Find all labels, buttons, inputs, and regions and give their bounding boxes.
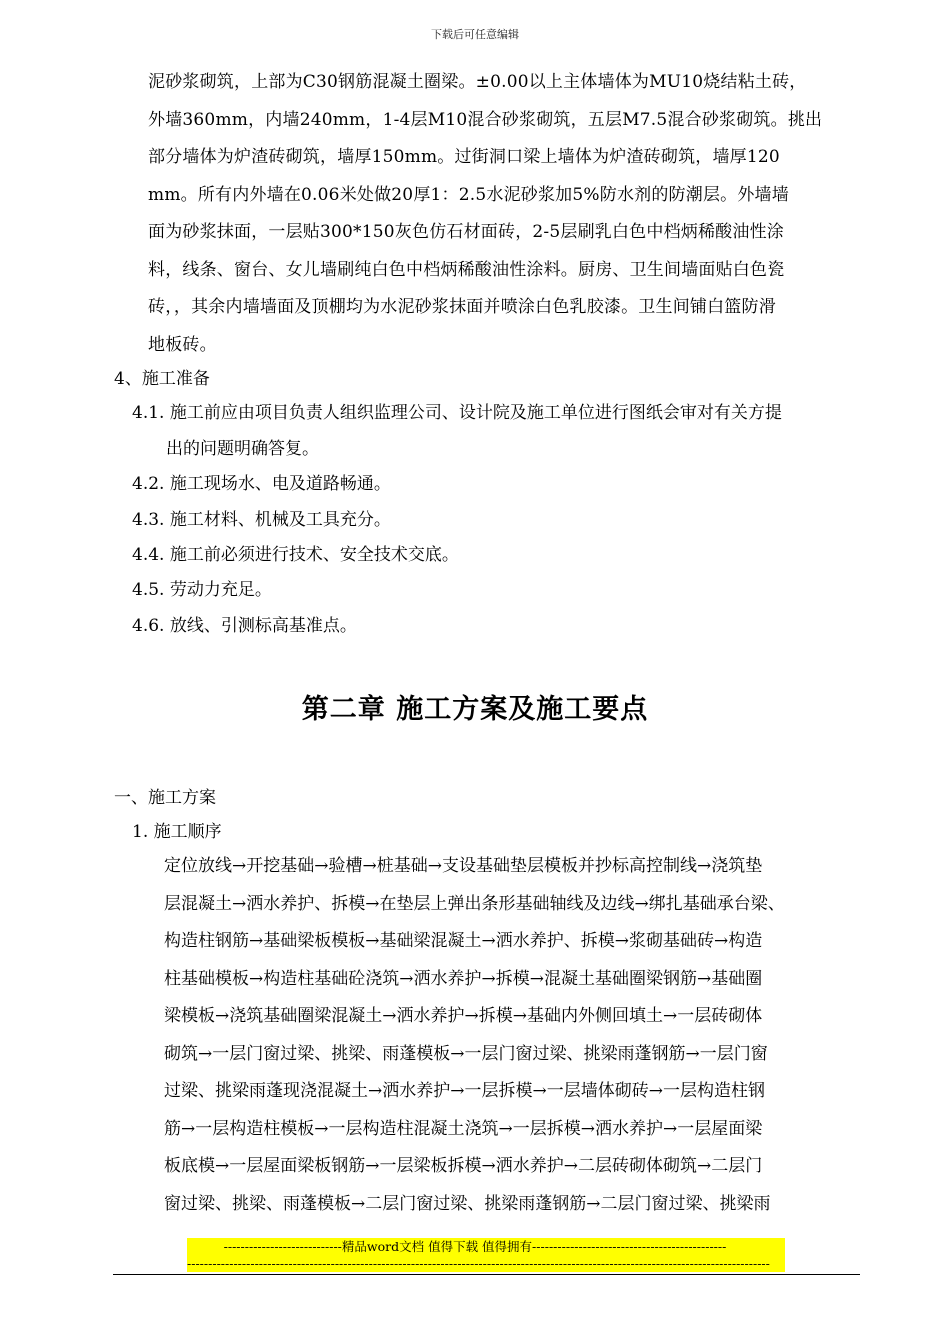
paragraph-line: mm。所有内外墙在0.06米处做20厚1：2.5水泥砂浆加5%防水剂的防潮层。外墙墙 <box>148 184 789 205</box>
footer-dashes: ------------------------------------------------------------------------------------------------------------------------------------------ <box>187 1256 770 1271</box>
footer-watermark-text: ----------------------------精品word文档 值得下载 值得拥有---------------------------------------------- <box>223 1239 727 1254</box>
list-item-4-1-continuation: 出的问题明确答复。 <box>166 439 319 459</box>
section-4-heading: 4、施工准备 <box>114 369 210 389</box>
header-note: 下载后可任意编辑 <box>431 28 519 41</box>
sequence-line: 梁模板→浇筑基础圈梁混凝土→洒水养护→拆模→基础内外侧回填土→一层砖砌体 <box>164 1006 763 1026</box>
list-item-4-1: 4.1. 施工前应由项目负责人组织监理公司、设计院及施工单位进行图纸会审对有关方提 <box>132 403 782 423</box>
sequence-line: 构造柱钢筋→基础梁板模板→基础梁混凝土→洒水养护、拆模→浆砌基础砖→构造 <box>164 931 763 951</box>
construction-sequence <box>164 848 869 1223</box>
chapter-title: 第二章 施工方案及施工要点 <box>301 694 649 725</box>
list-item-4-4: 4.4. 施工前必须进行技术、安全技术交底。 <box>132 545 459 565</box>
list-item-4-5: 4.5. 劳动力充足。 <box>132 580 272 600</box>
intro-paragraph <box>148 64 873 364</box>
sequence-line: 定位放线→开挖基础→验槽→桩基础→支设基础垫层模板并抄标高控制线→浇筑垫 <box>164 856 763 876</box>
footer-divider <box>113 1274 860 1275</box>
sequence-line: 窗过梁、挑梁、雨蓬模板→二层门窗过梁、挑梁雨蓬钢筋→二层门窗过梁、挑梁雨 <box>164 1193 771 1214</box>
paragraph-line: 地板砖。 <box>148 334 217 355</box>
paragraph-line: 部分墙体为炉渣砖砌筑，墙厚150mm。过街洞口梁上墙体为炉渣砖砌筑，墙厚120 <box>148 147 780 167</box>
sequence-line: 过梁、挑梁雨蓬现浇混凝土→洒水养护→一层拆模→一层墙体砌砖→一层构造柱钢 <box>164 1081 765 1101</box>
sequence-line: 板底模→一层屋面梁板钢筋→一层梁板拆模→洒水养护→二层砖砌体砌筑→二层门 <box>164 1156 763 1176</box>
subsection-1-heading: 1. 施工顺序 <box>132 822 222 842</box>
section-one-heading: 一、施工方案 <box>114 788 216 808</box>
sequence-line: 层混凝土→洒水养护、拆模→在垫层上弹出条形基础轴线及边线→绑扎基础承台梁、 <box>164 893 785 914</box>
list-item-4-2: 4.2. 施工现场水、电及道路畅通。 <box>132 474 391 494</box>
paragraph-line: 砖，，其余内墙墙面及顶棚均为水泥砂浆抹面并喷涂白色乳胶漆。卫生间铺白篮防滑 <box>148 297 776 317</box>
list-item-4-3: 4.3. 施工材料、机械及工具充分。 <box>132 510 391 530</box>
sequence-line: 筋→一层构造柱模板→一层构造柱混凝土浇筑→一层拆模→洒水养护→一层屋面梁 <box>164 1118 763 1139</box>
paragraph-line: 料，线条、窗台、女儿墙刷纯白色中档炳稀酸油性涂料。厨房、卫生间墙面贴白色瓷 <box>148 259 785 280</box>
sequence-line: 柱基础模板→构造柱基础砼浇筑→洒水养护→拆模→混凝土基础圈梁钢筋→基础圈 <box>164 968 763 989</box>
list-item-4-6: 4.6. 放线、引测标高基准点。 <box>132 616 357 636</box>
paragraph-line: 外墙360mm，内墙240mm，1-4层M10混合砂浆砌筑，五层M7.5混合砂浆砌筑。挑出 <box>148 109 823 130</box>
paragraph-line: 泥砂浆砌筑，上部为C30钢筋混凝土圈梁。±0.00以上主体墙体为MU10烧结粘土砖， <box>148 72 807 92</box>
sequence-line: 砌筑→一层门窗过梁、挑梁、雨蓬模板→一层门窗过梁、挑梁雨蓬钢筋→一层门窗 <box>164 1043 768 1064</box>
paragraph-line: 面为砂浆抹面，一层贴300*150灰色仿石材面砖，2-5层刷乳白色中档炳稀酸油性涂 <box>148 222 784 242</box>
